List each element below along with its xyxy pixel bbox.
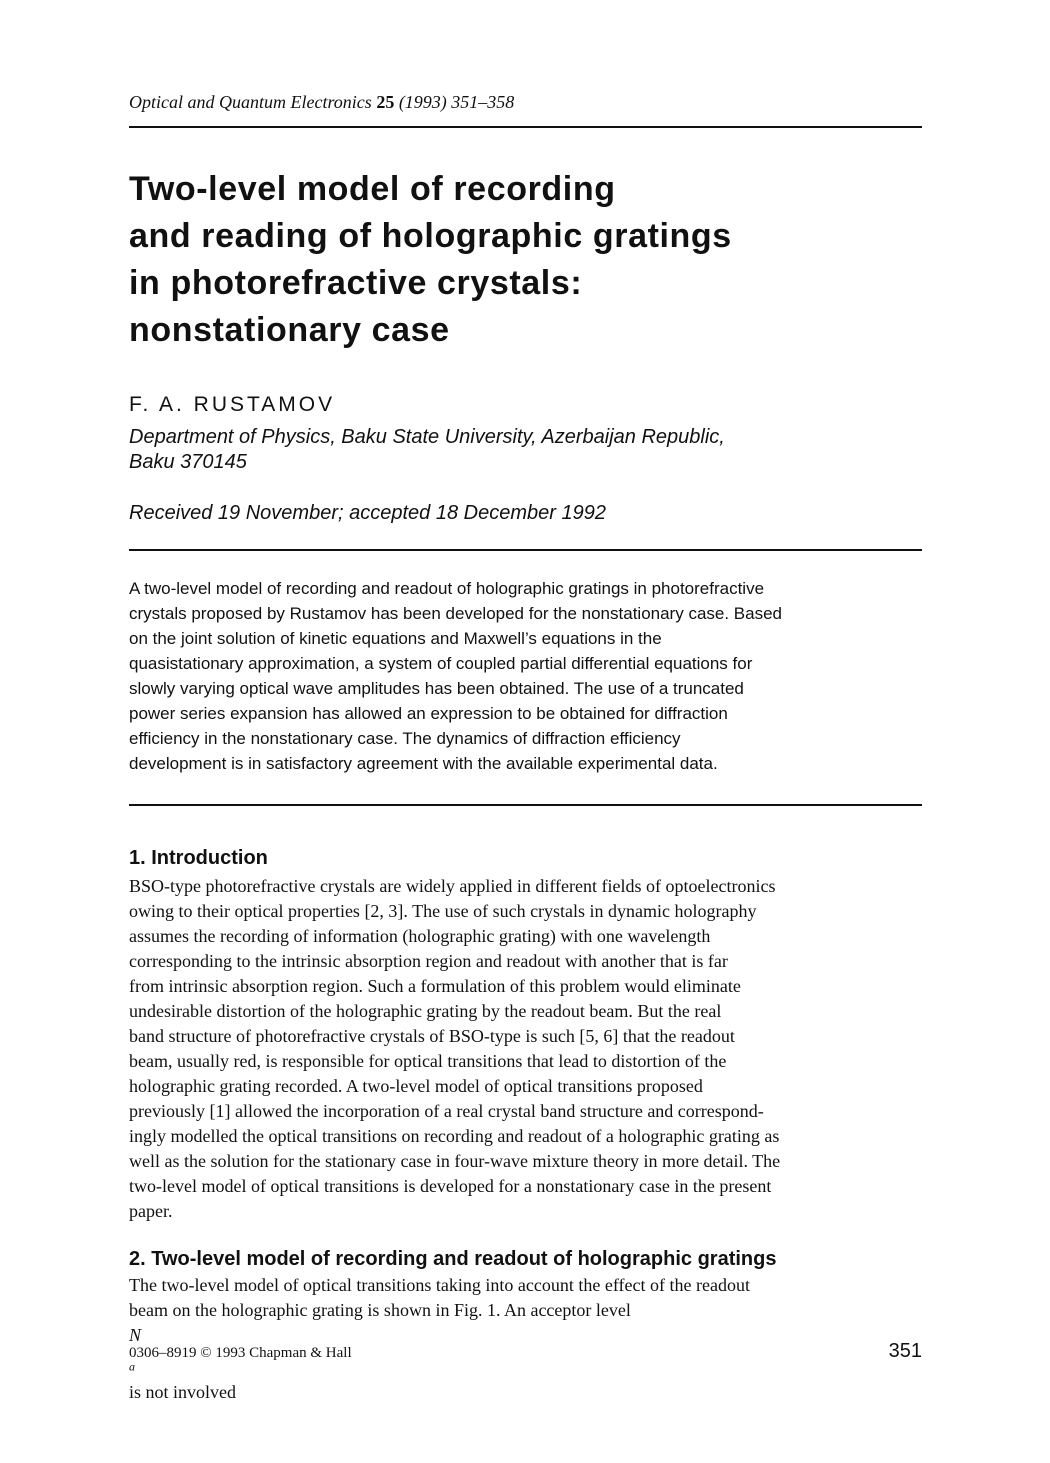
body-line: corresponding to the intrinsic absorption region and readout with another that is far (129, 951, 728, 971)
affiliation-line: Department of Physics, Baku State University, Azerbaijan Republic, (129, 426, 725, 448)
body-line: The two-level model of optical transitions taking into account the effect of the readout (129, 1275, 750, 1295)
body-line: previously [1] allowed the incorporation of a real crystal band structure and correspond- (129, 1101, 764, 1121)
acceptor-level-symbol: N $_a$ (129, 1325, 142, 1374)
body-line-text: beam on the holographic grating is shown in Fig. 1. An acceptor level (129, 1300, 631, 1320)
title-line: in photorefractive crystals: (129, 264, 583, 302)
abstract-line: A two-level model of recording and readout of holographic gratings in photorefractive (129, 579, 765, 598)
abstract-line: crystals proposed by Rustamov has been developed for the nonstationary case. Based (129, 604, 782, 623)
received-dates: Received 19 November; accepted 18 December 1992 (129, 502, 606, 524)
journal-volume: 25 (376, 92, 395, 112)
abstract-line: on the joint solution of kinetic equations and Maxwell’s equations in the (129, 629, 662, 648)
title-line: nonstationary case (129, 311, 450, 349)
body-line: two-level model of optical transitions is developed for a nonstationary case in the present (129, 1176, 772, 1196)
body-line: ingly modelled the optical transitions on recording and readout of a holographic grating as (129, 1126, 780, 1146)
body-line: beam, usually red, is responsible for optical transitions that lead to distortion of the (129, 1051, 727, 1071)
abstract-bottom-rule (129, 804, 922, 806)
abstract-line: efficiency in the nonstationary case. The dynamics of diffraction efficiency (129, 729, 681, 748)
body-line: assumes the recording of information (holographic grating) with one wavelength (129, 926, 711, 946)
body-line: well as the solution for the stationary case in four-wave mixture theory in more detail. The (129, 1151, 781, 1171)
section-heading-two-level-model: 2. Two-level model of recording and readout of holographic gratings (129, 1248, 777, 1270)
abstract-top-rule (129, 549, 922, 551)
abstract-line: power series expansion has allowed an expression to be obtained for diffraction (129, 704, 728, 723)
abstract-line: quasistationary approximation, a system of coupled partial differential equations for (129, 654, 753, 673)
title-line: and reading of holographic gratings (129, 217, 732, 255)
introduction-body (129, 874, 924, 1224)
body-line-tail: is not involved (129, 1381, 236, 1402)
abstract-line: development is in satisfactory agreement with the available experimental data. (129, 754, 718, 773)
abstract-line: slowly varying optical wave amplitudes has been obtained. The use of a truncated (129, 679, 744, 698)
body-line: band structure of photorefractive crystals of BSO-type is such [5, 6] that the readout (129, 1026, 735, 1046)
copyright-notice: 0306–8919 © 1993 Chapman & Hall (129, 1345, 352, 1361)
affiliation-line: Baku 370145 (129, 451, 247, 473)
header-rule (129, 126, 922, 128)
journal-name: Optical and Quantum Electronics (129, 92, 372, 112)
running-head (129, 92, 922, 113)
title-line: Two-level model of recording (129, 170, 616, 208)
two-level-model-body (129, 1273, 924, 1405)
author-name: F. A. RUSTAMOV (129, 393, 336, 416)
paper-title (129, 166, 929, 354)
page-number: 351 (888, 1340, 922, 1362)
body-line: from intrinsic absorption region. Such a formulation of this problem would eliminate (129, 976, 741, 996)
body-line: paper. (129, 1201, 173, 1221)
body-line: BSO-type photorefractive crystals are widely applied in different fields of optoelectronics (129, 876, 776, 896)
body-line: owing to their optical properties [2, 3]. The use of such crystals in dynamic holography (129, 901, 757, 921)
section-heading-introduction: 1. Introduction (129, 847, 268, 869)
author-affiliation (129, 425, 909, 475)
body-line: holographic grating recorded. A two-level model of optical transitions proposed (129, 1076, 703, 1096)
journal-year-pages: (1993) 351–358 (398, 92, 515, 112)
body-line: undesirable distortion of the holographic grating by the readout beam. But the real (129, 1001, 722, 1021)
abstract (129, 576, 924, 776)
